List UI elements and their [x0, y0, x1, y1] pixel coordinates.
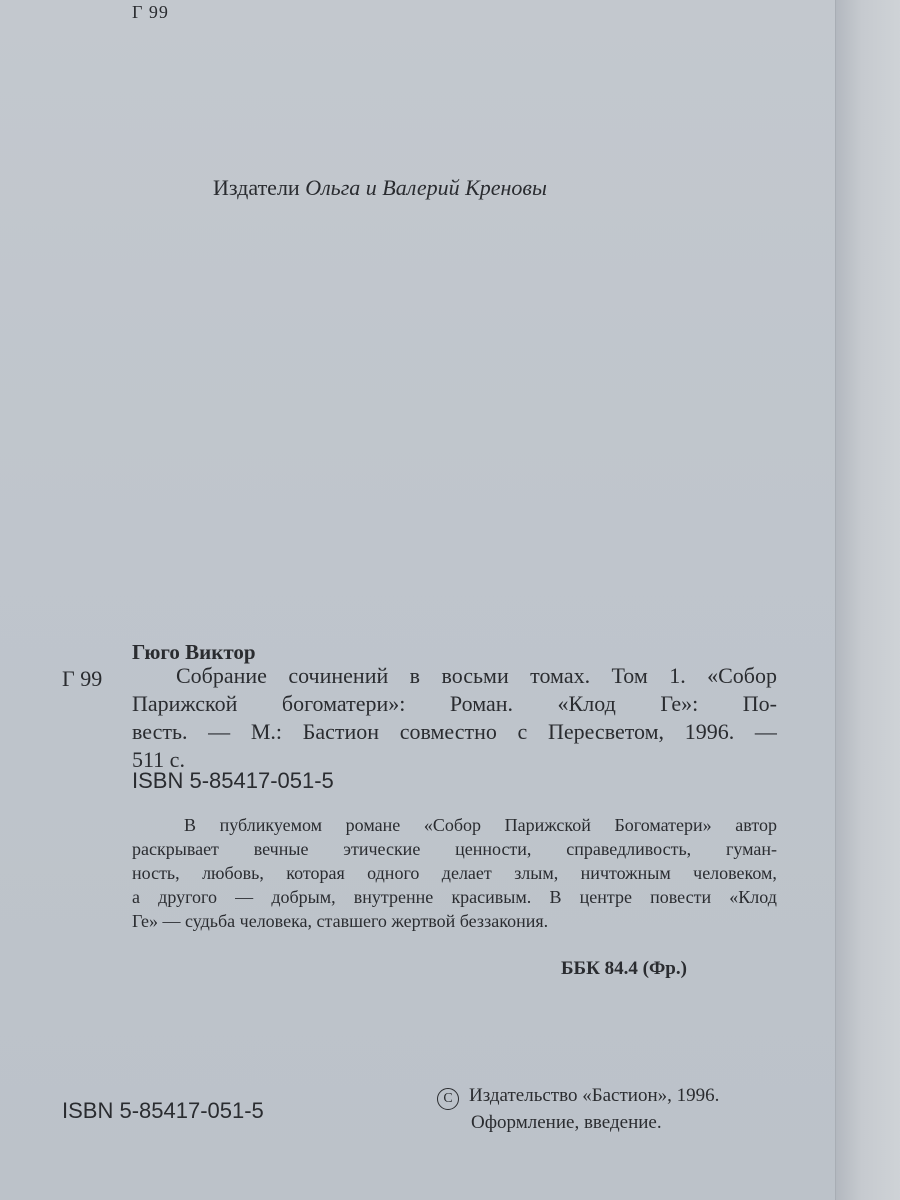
description-word: 511 с. [132, 747, 185, 772]
description-word: — [754, 719, 777, 744]
annotation-word: гуман- [725, 839, 777, 859]
description-word: совместно [399, 719, 497, 744]
catalog-code-top: Г 99 [132, 2, 169, 22]
description-word: сочинений [288, 663, 389, 688]
description-word: с [517, 719, 528, 744]
annotation-word: ценности, [455, 839, 532, 859]
annotation-word: публикуемом [219, 815, 323, 835]
copyright-icon: C [437, 1088, 459, 1110]
description-word: Пересветом, [547, 719, 665, 744]
annotation-word: Богоматери» [614, 815, 712, 835]
catalog-code: Г 99 [62, 666, 103, 691]
annotation-line [132, 813, 777, 837]
annotation-word: повести [650, 887, 712, 907]
isbn-footer: ISBN 5-85417-051-5 [62, 1098, 264, 1123]
description-word: в [409, 663, 421, 688]
annotation-word: «Клод [729, 887, 777, 907]
annotation-word: злым, [514, 863, 559, 883]
description-word: 1. [669, 663, 686, 688]
description-line [132, 662, 777, 690]
description-word: томах. [530, 663, 591, 688]
description-word: 1996. [684, 719, 735, 744]
annotation-word: а [132, 887, 140, 907]
annotation-line [132, 909, 777, 933]
description-line [132, 718, 777, 746]
annotation-word: — [235, 887, 254, 907]
annotation-word: красивым. [451, 887, 532, 907]
annotation-word: одного [367, 863, 420, 883]
bbk-index: ББК 84.4 (Фр.) [561, 958, 687, 979]
description-word: восьми [441, 663, 509, 688]
annotation [132, 813, 777, 933]
isbn-card: ISBN 5-85417-051-5 [132, 768, 334, 793]
annotation-word: которая [286, 863, 345, 883]
annotation-word: добрым, [271, 887, 336, 907]
description-word: «Клод [557, 691, 616, 716]
description-word: богоматери»: [281, 691, 406, 716]
annotation-word: Парижской [504, 815, 591, 835]
author-name: Гюго Виктор [132, 640, 256, 664]
annotation-word: этические [343, 839, 421, 859]
copyright-line-1 [437, 1083, 719, 1110]
annotation-word: делает [441, 863, 492, 883]
description-word: Бастион [302, 719, 380, 744]
annotation-word: справедливость, [566, 839, 692, 859]
annotation-word: Ге» — судьба человека, ставшего жертвой беззакония. [132, 911, 549, 931]
copyright-block [437, 1083, 719, 1135]
description-word: Собрание [176, 663, 267, 688]
description-word: М.: [250, 719, 283, 744]
description-line [132, 690, 777, 718]
annotation-word: другого [158, 887, 217, 907]
annotation-word: вечные [253, 839, 309, 859]
description-word: «Собор [707, 663, 777, 688]
description-word: — [208, 719, 231, 744]
annotation-word: центре [579, 887, 632, 907]
publishers-names: Ольга и Валерий Креновы [305, 175, 547, 200]
annotation-word: любовь, [202, 863, 264, 883]
annotation-line [132, 885, 777, 909]
annotation-word: ничтожным [580, 863, 671, 883]
description-word: Роман. [449, 691, 513, 716]
description-word: Парижской [132, 691, 238, 716]
adjacent-page-edge [835, 0, 900, 1200]
annotation-word: внутренне [353, 887, 434, 907]
copyright-text-1: Издательство «Бастион», 1996. [469, 1085, 720, 1106]
description-word: Том [611, 663, 648, 688]
annotation-word: романе [345, 815, 401, 835]
publishers-prefix: Издатели [213, 175, 306, 200]
publishers-line [213, 175, 547, 201]
annotation-word: «Собор [423, 815, 482, 835]
annotation-word: В [549, 887, 562, 907]
annotation-word: ность, [132, 863, 180, 883]
annotation-word: В [184, 815, 197, 835]
annotation-word: автор [735, 815, 777, 835]
description-word: Ге»: [660, 691, 699, 716]
annotation-line [132, 861, 777, 885]
annotation-word: человеком, [693, 863, 777, 883]
annotation-line [132, 837, 777, 861]
annotation-word: раскрывает [132, 839, 219, 859]
copyright-line-2: Оформление, введение. [471, 1112, 662, 1133]
description-word: весть. [132, 719, 188, 744]
bibliographic-description [132, 662, 777, 774]
description-word: По- [742, 691, 777, 716]
